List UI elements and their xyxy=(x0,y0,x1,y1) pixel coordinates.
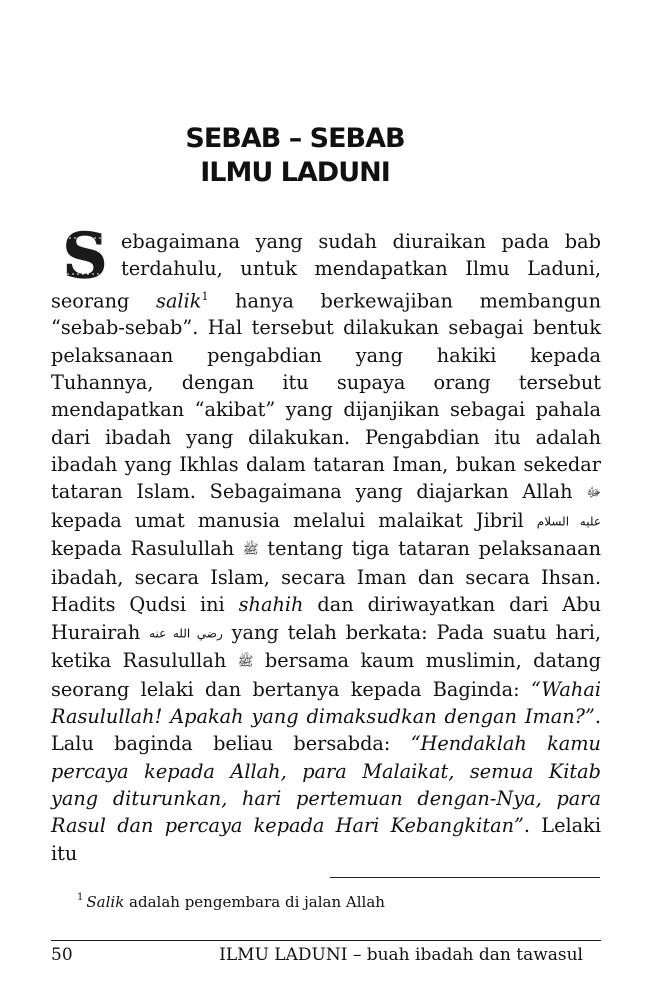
term-salik: salik xyxy=(156,289,202,313)
honorific-swt-icon: ﷻ xyxy=(586,485,601,501)
text-run: yang telah berkata: Pada suatu hari, ketika Rasulullah xyxy=(51,620,601,673)
text-run: kepada Rasulullah xyxy=(51,537,243,561)
honorific-ra-icon: رضي الله عنه xyxy=(149,625,223,640)
text-run: tentang tiga tataran pelaksanaan ibadah, secara Islam, secara Iman dan secara Ihsan. Hadits Qudsi ini xyxy=(51,537,601,617)
page-number: 50 xyxy=(51,945,73,965)
text-run: kepada umat manusia melalui malaikat Jibril xyxy=(51,508,537,532)
chapter-title-line-1: SEBAB – SEBAB xyxy=(185,123,405,154)
running-title: ILMU LADUNI – buah ibadah dan tawasul xyxy=(219,945,583,965)
text-run: . Lelaki itu xyxy=(51,814,601,865)
footnote-number: 1 xyxy=(77,892,84,903)
chapter-title-line-2: ILMU LADUNI xyxy=(200,157,390,188)
quote-answer: “Hendaklah kamu percaya kepada Allah, para Malaikat, semua Kitab yang diturunkan, hari pertemuan dengan-Nya, para Rasul dan percaya kepada Hari Kebangkitan” xyxy=(51,732,601,838)
text-run: . Lalu baginda beliau bersabda: xyxy=(51,705,601,756)
honorific-saw-icon: ﷺ xyxy=(237,654,254,670)
footnote xyxy=(77,888,385,912)
footnote-term: Salik xyxy=(86,893,125,911)
dropcap-letter: S xyxy=(62,230,108,280)
text-run: ebagaimana yang sudah diuraikan pada bab terdahulu, untuk mendapatkan Ilmu Laduni, seorang xyxy=(51,230,601,313)
footnote-marker[interactable]: 1 xyxy=(201,289,209,303)
text-run: dan diriwayatkan dari Abu Hurairah xyxy=(51,593,601,644)
body-paragraph xyxy=(51,228,601,867)
quote-question: “Wahai Rasulullah! Apakah yang dimaksudkan dengan Iman?” xyxy=(51,677,601,729)
footnote-divider xyxy=(330,877,600,878)
honorific-saw-icon: ﷺ xyxy=(242,542,259,558)
term-shahih: shahih xyxy=(238,593,304,617)
footer-divider xyxy=(51,940,601,941)
footnote-text: adalah pengembara di jalan Allah xyxy=(124,893,385,911)
text-run: bersama kaum muslimin, datang seorang lelaki dan bertanya kepada Baginda: xyxy=(51,649,601,701)
dropcap-ornament-icon xyxy=(51,230,119,280)
chapter-title xyxy=(160,122,430,190)
text-run: hanya berkewajiban membangun “sebab-sebab”. Hal tersebut dilakukan sebagai bentuk pelaksanaan pengabdian yang hakiki kepada Tuhannya, dengan itu supaya orang tersebut mendapatkan “akibat” yang dijanjikan sebagai pahala dari ibadah yang dilakukan. Pengabdian itu adalah ibadah yang Ikhlas dalam tataran Iman, bukan sekedar tataran Islam. Sebagaimana yang diajarkan Allah xyxy=(51,289,602,504)
honorific-as-icon: عليه السلام xyxy=(536,514,601,529)
